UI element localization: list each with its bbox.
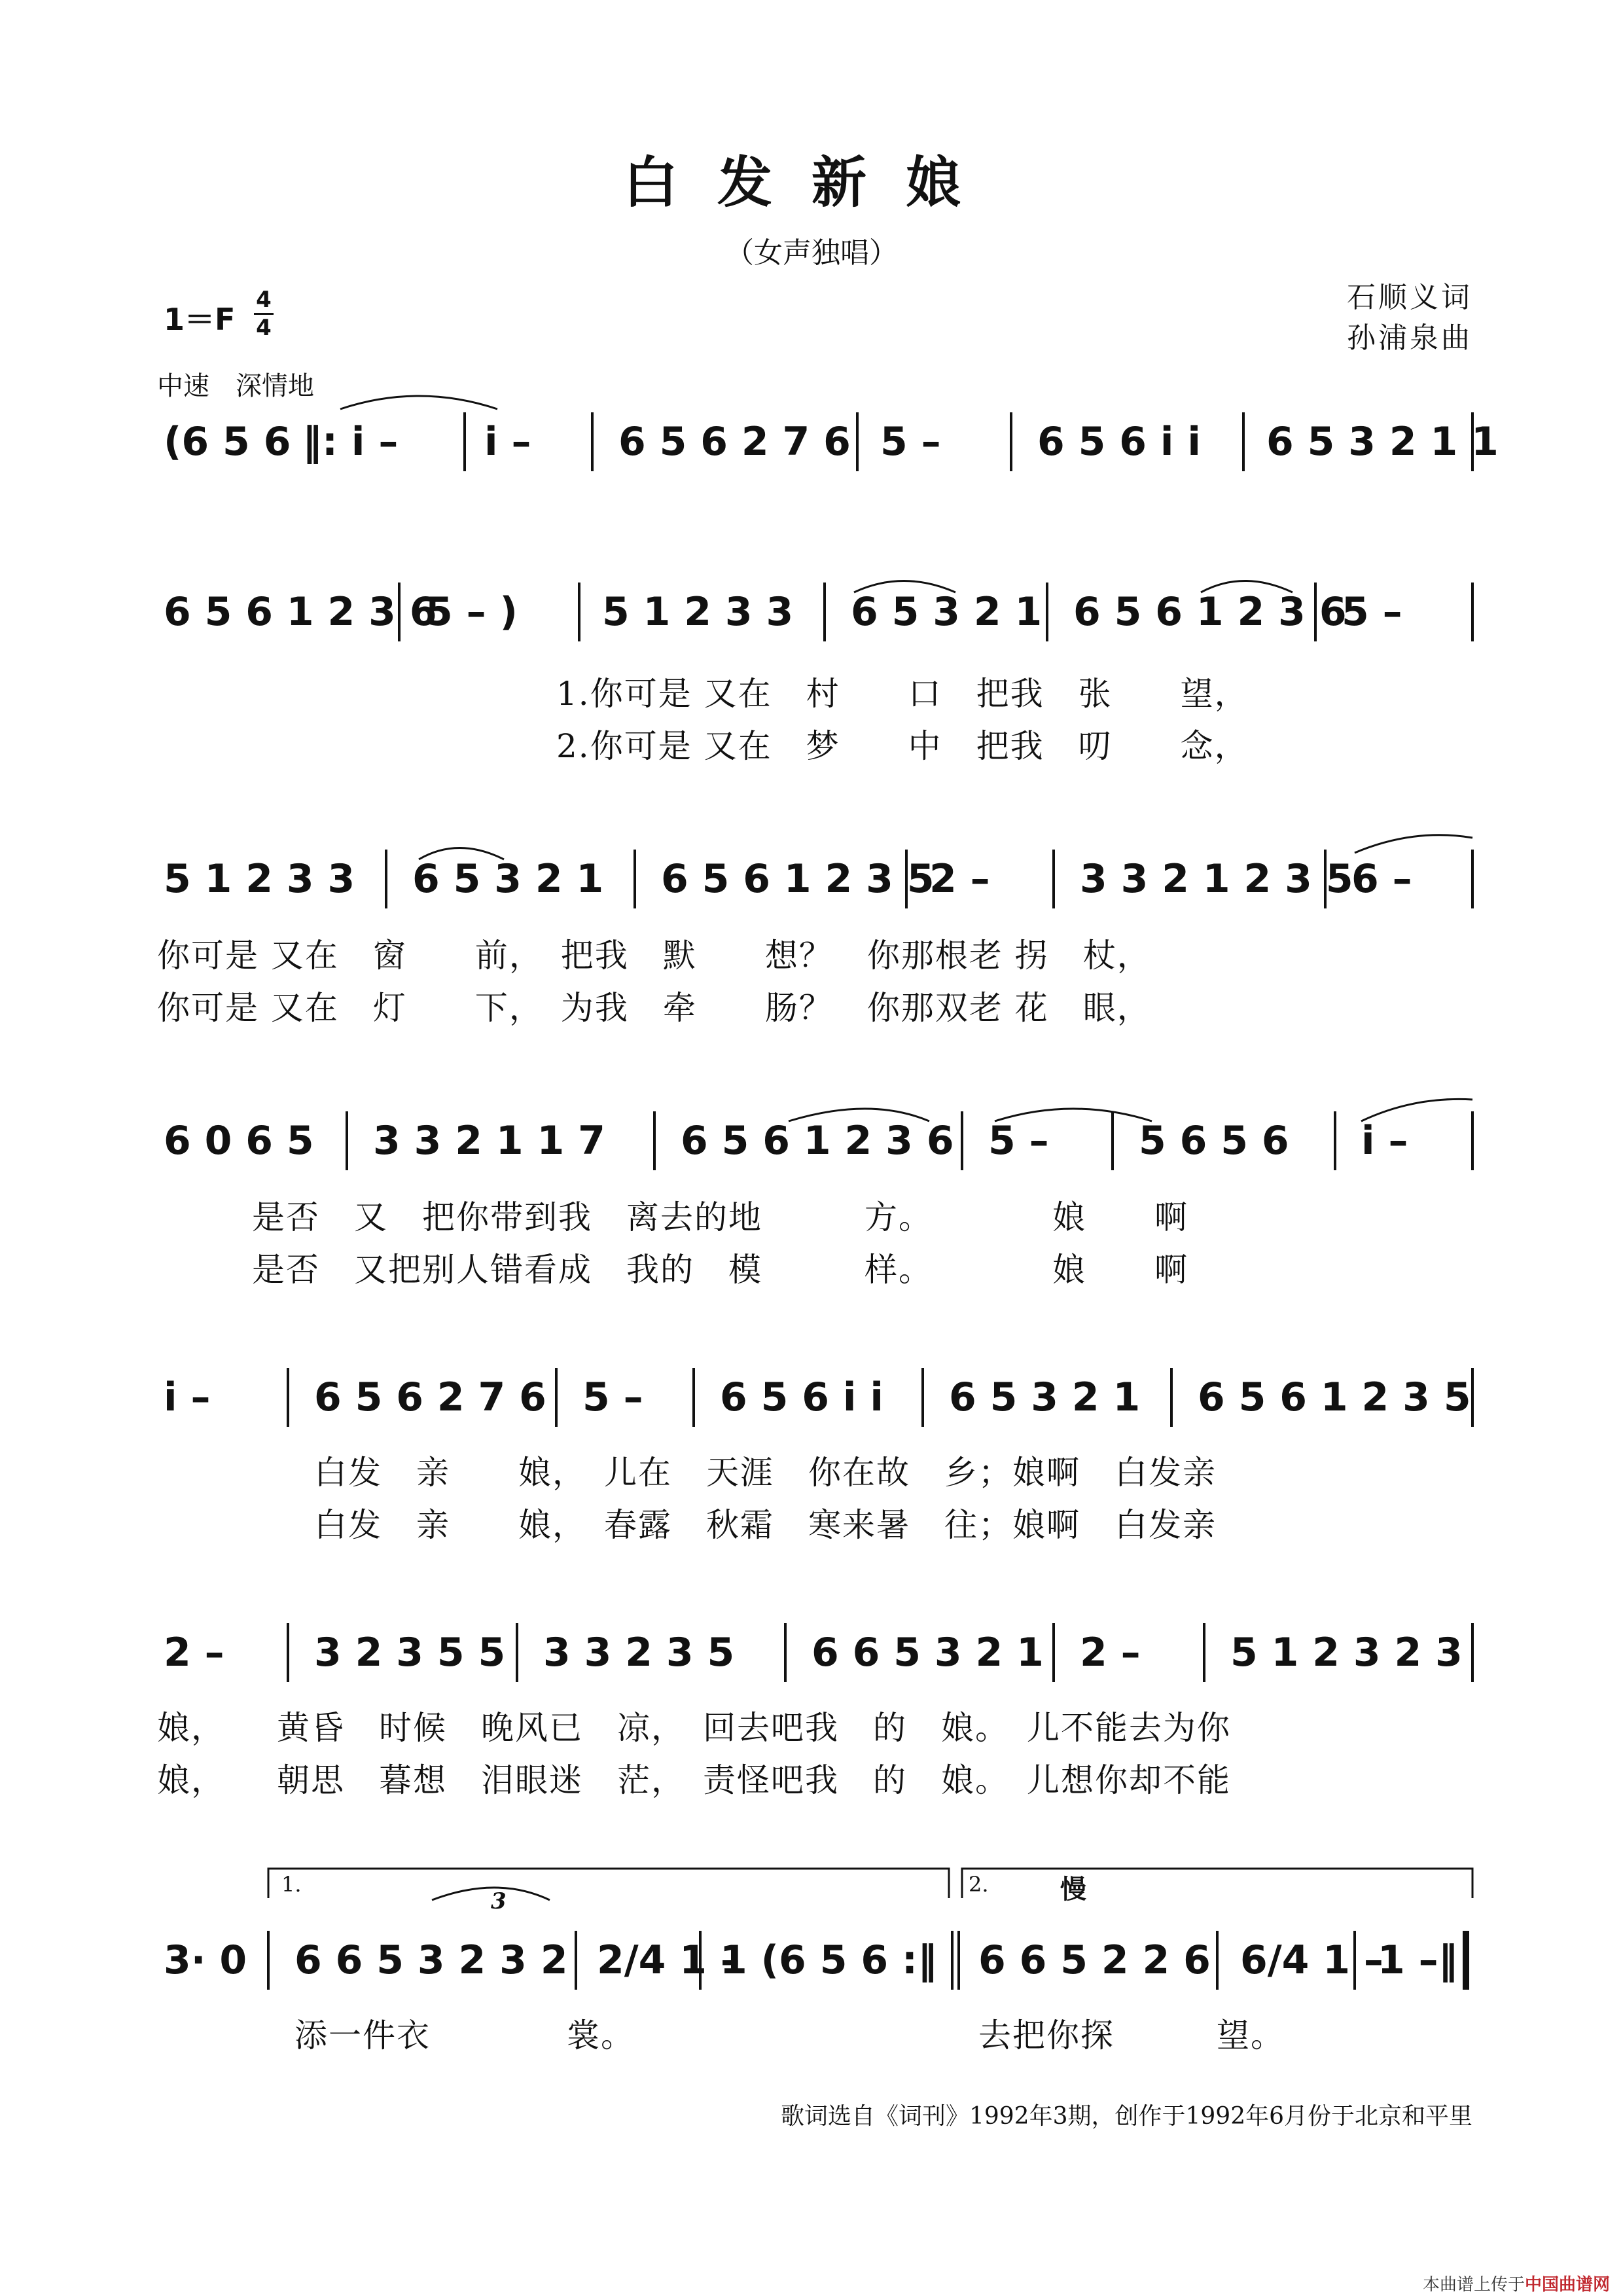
lyric-verse-2: 去把你探 望。: [978, 2017, 1285, 2054]
time-signature-top: 4: [256, 287, 272, 313]
lyric-verse-2: 娘， 朝思 暮想 泪眼迷 茫， 责怪吧我 的 娘。 儿想你却不能: [157, 1761, 1231, 1799]
measure: 3 3 2 1 2 3 5: [1080, 856, 1353, 902]
measure: 6 5 6 i i: [720, 1374, 883, 1420]
measure: (6 5 6: [164, 419, 291, 465]
measure: 5 1 2 3 3: [602, 589, 794, 635]
lyric-verse-1: 白发 亲 娘， 儿在 天涯 你在故 乡；娘啊 白发亲: [314, 1454, 1217, 1492]
measure: i –: [484, 419, 531, 465]
measure: 6 5 3 2 1 1: [1266, 419, 1499, 465]
measure: 6 5 6 1 2 3 6: [681, 1118, 954, 1164]
measure: 6 0 6 5: [164, 1118, 314, 1164]
measure: 6 5 6 i i: [1037, 419, 1201, 465]
measure: 1 –‖: [1378, 1937, 1458, 1983]
measure: 6 5 6 1 2 3 6: [164, 589, 437, 635]
measure: 3 3 2 1 1 7: [373, 1118, 605, 1164]
measure: ‖: i –: [302, 419, 399, 465]
measure: 2 –: [1080, 1630, 1141, 1676]
measure: 6/4 1 –: [1240, 1937, 1383, 1983]
measure: 1 (6 5 6 :‖: [720, 1937, 937, 1983]
measure: 6 5 6 1 2 3 5: [661, 856, 935, 902]
measure: 6 5 6 2 7 6: [314, 1374, 546, 1420]
lyric-verse-2: 你可是 又在 灯 下， 为我 牵 肠？ 你那双老 花 眼，: [157, 989, 1151, 1027]
lyric-verse-1: 添一件衣 裳。: [294, 2017, 635, 2054]
lyric-verse-1: 你可是 又在 窗 前， 把我 默 想？ 你那根老 拐 杖，: [157, 937, 1151, 975]
measure: 5 1 2 3 2 3: [1230, 1630, 1463, 1676]
measure: 3· 0: [164, 1937, 247, 1983]
measure: 5 1 2 3 3: [164, 856, 355, 902]
footer-note: 歌词选自《词刊》1992年3期，创作于1992年6月份于北京和平里: [780, 2103, 1472, 2130]
lyricist: 石顺义词: [1347, 281, 1472, 314]
measure: 6 5 6 1 2 3 5: [1198, 1374, 1471, 1420]
measure: 5 –: [880, 419, 941, 465]
measure: 6 5 3 2 1: [949, 1374, 1141, 1420]
measure: 6 6 5 3 2 3 2: [294, 1937, 568, 1983]
measure: 6 6 5 2 2 6: [978, 1937, 1211, 1983]
watermark-brand: 中国曲谱网: [1524, 2275, 1610, 2295]
lyric-verse-1: 1.你可是 又在 村 口 把我 张 望，: [556, 675, 1249, 713]
measure: 6 5 3 2 1: [412, 856, 604, 902]
volta-2-tempo: 慢: [1060, 1874, 1086, 1905]
watermark-prefix: 本曲谱上传于: [1422, 2275, 1525, 2295]
measure: 6 5 6 1 2 3 6: [1073, 589, 1347, 635]
watermark: [1423, 2271, 1610, 2295]
measure: 5 6 5 6: [1139, 1118, 1289, 1164]
time-signature-bottom: 4: [256, 315, 272, 341]
measure: 5 – ): [425, 589, 518, 635]
page-title: 白发新娘: [622, 151, 1000, 215]
measure: 3 2 3 5 5: [314, 1630, 506, 1676]
triplet-mark: 3: [491, 1888, 507, 1914]
measure: 6 –: [1351, 856, 1412, 902]
measure: 3 3 2 3 5: [543, 1630, 735, 1676]
tempo-marking: 中速 深情地: [157, 371, 314, 401]
lyric-verse-2: 2.你可是 又在 梦 中 把我 叨 念，: [556, 727, 1249, 765]
lyric-verse-1: 是否 又 把你带到我 离去的地 方。 娘 啊: [252, 1198, 1188, 1236]
measure: 6 6 5 3 2 1: [812, 1630, 1044, 1676]
measure: i –: [164, 1374, 211, 1420]
measure: 2 –: [929, 856, 990, 902]
measure: 2 –: [164, 1630, 224, 1676]
lyric-verse-2: 是否 又把别人错看成 我的 模 样。 娘 啊: [252, 1251, 1188, 1289]
measure: 6 5 6 2 7 6: [618, 419, 851, 465]
measure: 5 –: [1342, 589, 1402, 635]
measure: i –: [1361, 1118, 1408, 1164]
key-signature: 1＝F: [164, 302, 236, 337]
measure: 5 –: [988, 1118, 1049, 1164]
lyric-verse-2: 白发 亲 娘， 春露 秋霜 寒来暑 往；娘啊 白发亲: [314, 1506, 1217, 1544]
volta-2-label: 2.: [969, 1872, 989, 1897]
lyric-verse-1: 娘， 黄昏 时候 晚风已 凉， 回去吧我 的 娘。 儿不能去为你: [157, 1709, 1231, 1747]
composer: 孙浦泉曲: [1347, 321, 1472, 355]
subtitle: （女声独唱）: [725, 236, 898, 270]
measure: 6 5 3 2 1: [851, 589, 1043, 635]
measure: 2/4 1 –: [597, 1937, 740, 1983]
measure: 5 –: [582, 1374, 643, 1420]
volta-1-label: 1.: [281, 1872, 302, 1897]
